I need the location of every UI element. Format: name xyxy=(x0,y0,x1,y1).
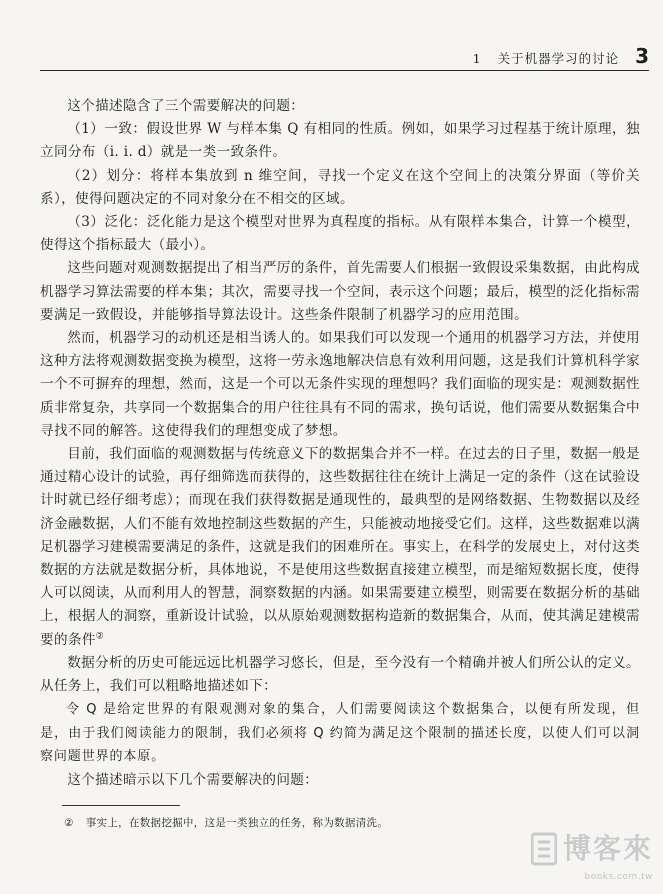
paragraph-with-footnote xyxy=(40,443,640,652)
footnote-reference: ② xyxy=(95,631,105,642)
book-stack-icon xyxy=(531,832,557,866)
footnote-mark: ② xyxy=(64,817,74,829)
chapter-title: 关于机器学习的讨论 xyxy=(497,51,620,66)
body-text xyxy=(40,95,640,792)
chapter-number: 1 xyxy=(472,51,482,66)
watermark xyxy=(531,832,653,882)
paragraph: （3）泛化：泛化能力是这个模型对世界为真程度的指标。从有限样本集合，计算一个模型，使得这个指标最大（最小）。 xyxy=(40,214,640,254)
footnote-rule xyxy=(62,805,180,806)
page-number: 3 xyxy=(635,44,649,68)
paragraph: 数据分析的历史可能远远比机器学习悠长，但是，至今没有一个精确并被人们所公认的定义。从任务上，我们可以粗略地描述如下： xyxy=(40,654,640,695)
paragraph: 这个描述暗示以下几个需要解决的问题： xyxy=(67,771,319,788)
paragraph: 然而，机器学习的动机还是相当诱人的。如果我们可以发现一个通用的机器学习方法，并使用这种方法将观测数据变换为模型，这将一劳永逸地解决信息有效利用问题，这是我们计算机科学家一个不可摒弃的理想，然而，这是一个可以无条件实现的理想吗？我们面临的现实是：观测数据性质非常复杂，共享同一个数据集合的用户往往具有不同的需求，换句话说，他们需要从数据集合中寻找不同的解答。这使得我们的理想变成了梦想。 xyxy=(40,330,640,439)
definition-quote: 令 Q 是给定世界的有限观测对象的集合，人们需要阅读这个数据集合，以便有所发现，但是，由于我们阅读能力的限制，我们必须将 Q 约简为满足这个限制的描述长度，以使人们可以洞察问题世界的本原。 xyxy=(40,702,640,765)
paragraph: 这个描述隐含了三个需要解决的问题： xyxy=(67,98,305,114)
header-rule xyxy=(40,70,649,71)
watermark-url: books.com.tw xyxy=(584,872,653,882)
running-head xyxy=(473,44,649,68)
paragraph: （2）划分：将样本集放到 n 维空间，寻找一个定义在这个空间上的决策分界面（等价关系），使得问题决定的不同对象分在不相交的区域。 xyxy=(40,167,640,207)
paragraph: （1）一致：假设世界 W 与样本集 Q 有相同的性质。例如，如果学习过程基于统计原理，独立同分布（i. i. d）就是一类一致条件。 xyxy=(40,121,640,161)
footnote xyxy=(64,815,624,831)
watermark-brand: 博客來 xyxy=(562,832,653,865)
paragraph-text: 目前，我们面临的观测数据与传统意义下的数据集合并不一样。在过去的日子里，数据一般是通过精心设计的试验，再仔细筛选而获得的，这些数据往往在统计上满足一定的条件（这在试验设计时就已经仔细考虑）；而现在我们获得数据是通现性的，最典型的是网络数据、生物数据以及经济金融数据，人们不能有效地控制这些数据的产生，只能被动地接受它们。这样，这些数据难以满足机器学习建模需要满足的条件，这就是我们的困难所在。事实上，在科学的发展史上，对付这类数据的方法就是数据分析，具体地说，不是使用这些数据直接建立模型，而是缩短数据长度，使得人可以阅读，从而利用人的智慧，洞察数据的内涵。如果需要建立模型，则需要在数据分析的基础上，根据人的洞察，重新设计试验，以从原始观测数据构造新的数据集合，从而，使其满足建模需要的条件 xyxy=(40,446,640,648)
paragraph: 这些问题对观测数据提出了相当严厉的条件，首先需要人们根据一致假设采集数据，由此构成机器学习算法需要的样本集；其次，需要寻找一个空间，表示这个问题；最后，模型的泛化指标需要满足一致假设，并能够指导算法设计。这些条件限制了机器学习的应用范围。 xyxy=(40,260,640,323)
watermark-logo xyxy=(531,832,653,866)
footnote-text: 事实上，在数据挖掘中，这是一类独立的任务，称为数据清洗。 xyxy=(85,817,389,829)
